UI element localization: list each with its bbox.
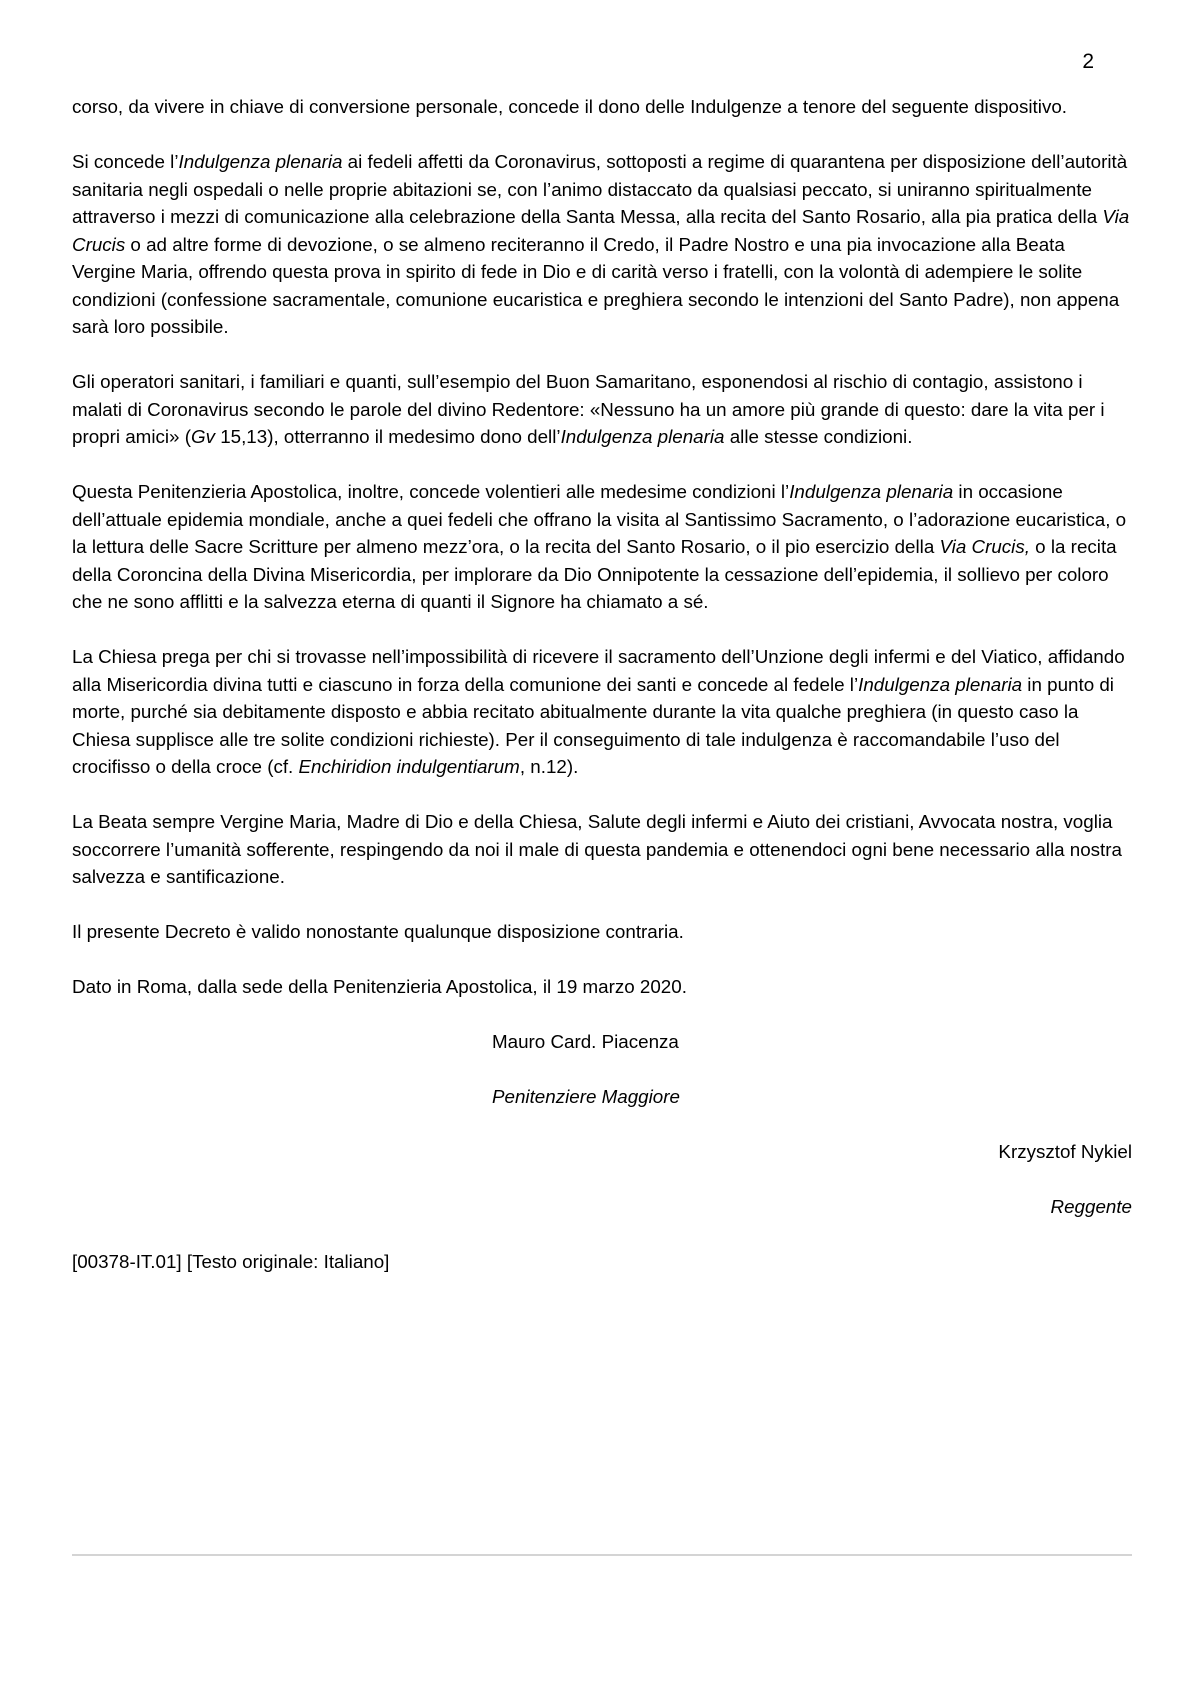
paragraph-8: Dato in Roma, dalla sede della Penitenzieria Apostolica, il 19 marzo 2020. xyxy=(72,976,687,997)
italic-term: Via Crucis xyxy=(72,206,1130,255)
signature-name-1: Mauro Card. Piacenza xyxy=(492,1031,679,1052)
paragraph-5: La Chiesa prega per chi si trovasse nell’impossibilità di ricevere il sacramento dell’Unzione degli infermi e del Viatico, affidando alla Misericordia divina tutti e ciascuno in forza della comunione dei santi e concede al fedele l’Indulgenza plenaria in punto di morte, purché sia debitamente disposto e abbia recitato abitualmente durante la vita qualche preghiera (in questo caso la Chiesa supplisce alle tre solite condizioni richieste). Per il conseguimento di tale indulgenza è raccomandabile l’uso del crocifisso o della croce (cf. Enchiridion indulgentiarum, n.12). xyxy=(72,646,1125,777)
signature-title-2: Reggente xyxy=(1050,1196,1132,1217)
italic-term: Indulgenza plenaria xyxy=(858,673,1023,695)
italic-term: Indulgenza plenaria xyxy=(178,151,343,172)
page-number: 2 xyxy=(1082,50,1094,73)
paragraph-7: Il presente Decreto è valido nonostante qualunque disposizione contraria. xyxy=(72,921,684,942)
signature-title-1: Penitenziere Maggiore xyxy=(492,1086,680,1107)
paragraph-6: La Beata sempre Vergine Maria, Madre di Dio e della Chiesa, Salute degli infermi e Aiuto dei cristiani, Avvocata nostra, voglia soccorrere l’umanità sofferente, respingendo da noi il male di questa pandemia e ottenendoci ogni bene necessario alla nostra salvezza e santificazione. xyxy=(72,811,1122,887)
italic-term: Indulgenza plenaria xyxy=(789,481,954,502)
paragraph-3: Gli operatori sanitari, i familiari e quanti, sull’esempio del Buon Samaritano, esponendosi al rischio di contagio, assistono i malati di Coronavirus secondo le parole del divino Redentore: «Nessuno ha un amore più grande di questo: dare la vita per i propri amici» (Gv 15,13), otterranno il medesimo dono dell’Indulgenza plenaria alle stesse condizioni. xyxy=(72,371,1105,447)
italic-term: Indulgenza plenaria xyxy=(560,426,725,447)
document-reference: [00378-IT.01] [Testo originale: Italiano] xyxy=(72,1251,390,1272)
paragraph-2: Si concede l’Indulgenza plenaria ai fedeli affetti da Coronavirus, sottoposti a regime di quarantena per disposizione dell’autorità sanitaria negli ospedali o nelle proprie abitazioni se, con l’animo distaccato da qualsiasi peccato, si uniranno spiritualmente attraverso i mezzi di comunicazione alla celebrazione della Santa Messa, alla recita del Santo Rosario, alla pia pratica della Via Crucis o ad altre forme di devozione, o se almeno reciteranno il Credo, il Padre Nostro e una pia invocazione alla Beata Vergine Maria, offrendo questa prova in spirito di fede in Dio e di carità verso i fratelli, con la volontà di adempiere le solite condizioni (confessione sacramentale, comunione eucaristica e preghiera secondo le intenzioni del Santo Padre), non appena sarà loro possibile. xyxy=(72,151,1130,337)
document-body xyxy=(72,93,1132,1303)
italic-term: Via Crucis, xyxy=(939,536,1030,557)
footer-divider xyxy=(72,1554,1132,1556)
paragraph-4: Questa Penitenzieria Apostolica, inoltre, concede volentieri alle medesime condizioni l’Indulgenza plenaria in occasione dell’attuale epidemia mondiale, anche a quei fedeli che offrano la visita al Santissimo Sacramento, o l’adorazione eucaristica, o la lettura delle Sacre Scritture per almeno mezz’ora, o la recita del Santo Rosario, o il pio esercizio della Via Crucis, o la recita della Coroncina della Divina Misericordia, per implorare da Dio Onnipotente la cessazione dell’epidemia, il sollievo per coloro che ne sono afflitti e la salvezza eterna di quanti il Signore ha chiamato a sé. xyxy=(72,481,1127,612)
italic-term: Enchiridion indulgentiarum xyxy=(298,756,520,777)
paragraph-1: corso, da vivere in chiave di conversione personale, concede il dono delle Indulgenze a tenore del seguente dispositivo. xyxy=(72,96,1068,117)
italic-term: Gv xyxy=(190,426,215,447)
signature-name-2: Krzysztof Nykiel xyxy=(998,1141,1132,1162)
